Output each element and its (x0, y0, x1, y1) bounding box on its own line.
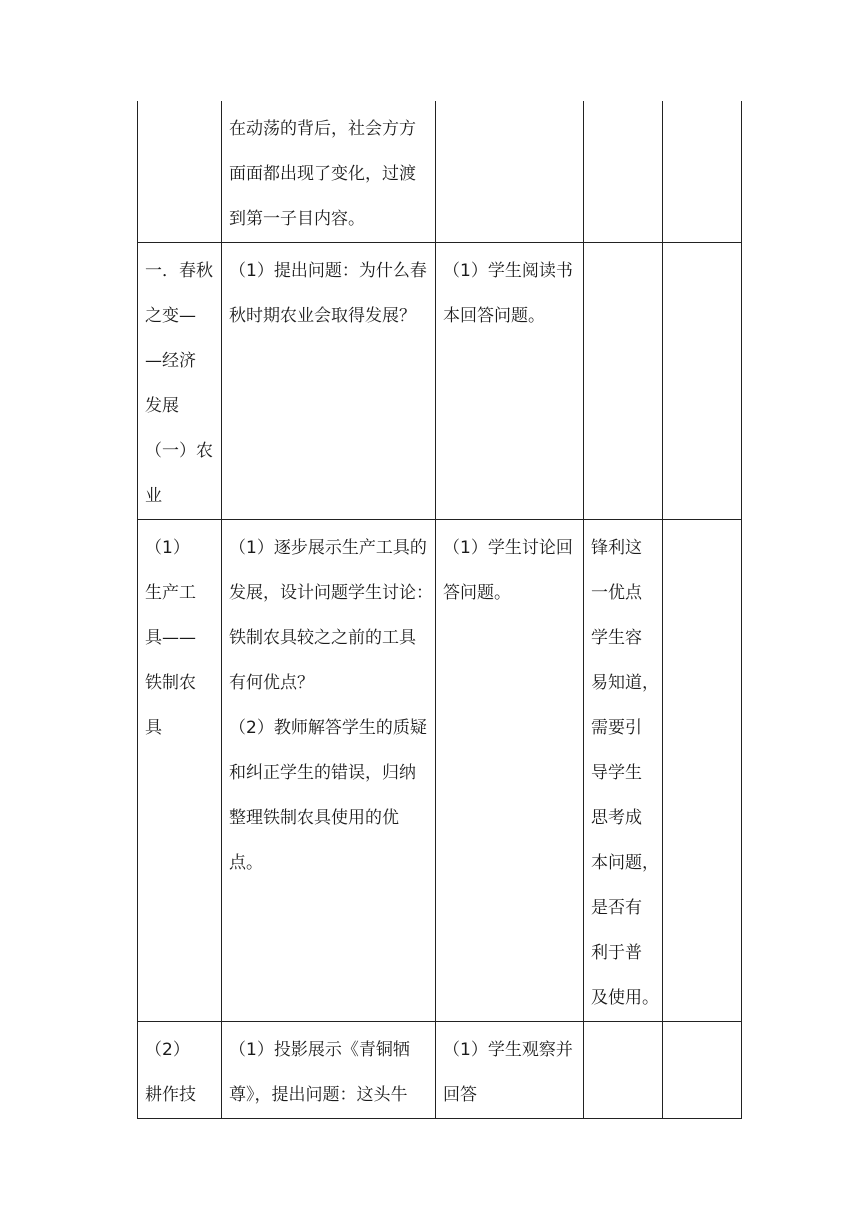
cell-text-line: 导学生 (591, 763, 642, 783)
cell-text-line: 发展，设计问题学生讨论： (229, 583, 433, 603)
cell-remarks (663, 1022, 742, 1119)
cell-text-line: 耕作技 (145, 1085, 196, 1105)
cell-text-line: 业 (145, 486, 162, 506)
cell-text-line: 在动荡的背后，社会方方 (229, 119, 416, 139)
lesson-plan-table (137, 101, 742, 1119)
cell-text-line: 到第一子目内容。 (229, 209, 365, 229)
cell-text-line: 本回答问题。 (443, 306, 545, 326)
cell-text-line: 和纠正学生的错误，归纳 (229, 763, 416, 783)
cell-text-line: 学生容 (591, 628, 642, 648)
cell-remarks (663, 101, 742, 243)
cell-text-line: 具—— (145, 628, 196, 648)
cell-design-notes (584, 520, 663, 1022)
cell-text-line: 锋利这 (591, 538, 642, 558)
cell-teacher-activity (222, 243, 436, 520)
cell-remarks (663, 243, 742, 520)
cell-text-line: 点。 (229, 853, 263, 873)
cell-text-line: （2） (145, 1040, 190, 1060)
cell-section (138, 243, 222, 520)
cell-text-line: 一优点 (591, 583, 642, 603)
cell-text-line: 铁制农 (145, 673, 196, 693)
cell-teacher-activity (222, 520, 436, 1022)
cell-student-activity (436, 520, 584, 1022)
cell-text-line: 尊》，提出问题：这头牛 (229, 1085, 408, 1105)
cell-text-line: 发展 (145, 396, 179, 416)
cell-design-notes (584, 101, 663, 243)
cell-text-line: （1）学生阅读书 (443, 261, 573, 281)
cell-text-line: 铁制农具较之之前的工具 (229, 628, 416, 648)
cell-text-line: （1） (145, 538, 190, 558)
cell-student-activity (436, 1022, 584, 1119)
cell-section (138, 1022, 222, 1119)
cell-text-line: 需要引 (591, 718, 642, 738)
cell-text-line: （1）逐步展示生产工具的 (229, 538, 427, 558)
cell-text-line: 是否有 (591, 898, 642, 918)
cell-text-line: （2）教师解答学生的质疑 (229, 718, 427, 738)
cell-text-line: 之变— (145, 306, 196, 326)
cell-teacher-activity (222, 101, 436, 243)
cell-remarks (663, 520, 742, 1022)
cell-student-activity (436, 101, 584, 243)
cell-text-line: 有何优点？ (229, 673, 314, 693)
cell-text-line: 秋时期农业会取得发展？ (229, 306, 416, 326)
cell-design-notes (584, 243, 663, 520)
cell-text-line: （1）提出问题：为什么春 (229, 261, 427, 281)
cell-section (138, 520, 222, 1022)
cell-text-line: 答问题。 (443, 583, 511, 603)
cell-text-line: 易知道， (591, 673, 659, 693)
cell-text-line: （一）农 (145, 441, 213, 461)
table-row (138, 1022, 742, 1119)
cell-text-line: 具 (145, 718, 162, 738)
table-row (138, 243, 742, 520)
cell-text-line: —经济 (145, 351, 196, 371)
cell-text-line: 利于普 (591, 943, 642, 963)
cell-design-notes (584, 1022, 663, 1119)
table-row (138, 101, 742, 243)
cell-text-line: 一．春秋 (145, 261, 213, 281)
cell-text-line: 本问题， (591, 853, 659, 873)
cell-student-activity (436, 243, 584, 520)
cell-text-line: 整理铁制农具使用的优 (229, 808, 399, 828)
cell-text-line: 及使用。 (591, 988, 659, 1008)
cell-text-line: （1）学生讨论回 (443, 538, 573, 558)
cell-text-line: 思考成 (591, 808, 642, 828)
cell-text-line: 生产工 (145, 583, 196, 603)
table-row (138, 520, 742, 1022)
cell-text-line: 面面都出现了变化，过渡 (229, 164, 416, 184)
cell-text-line: 回答 (443, 1085, 477, 1105)
cell-section (138, 101, 222, 243)
cell-text-line: （1）学生观察并 (443, 1040, 573, 1060)
cell-teacher-activity (222, 1022, 436, 1119)
cell-text-line: （1）投影展示《青铜牺 (229, 1040, 410, 1060)
